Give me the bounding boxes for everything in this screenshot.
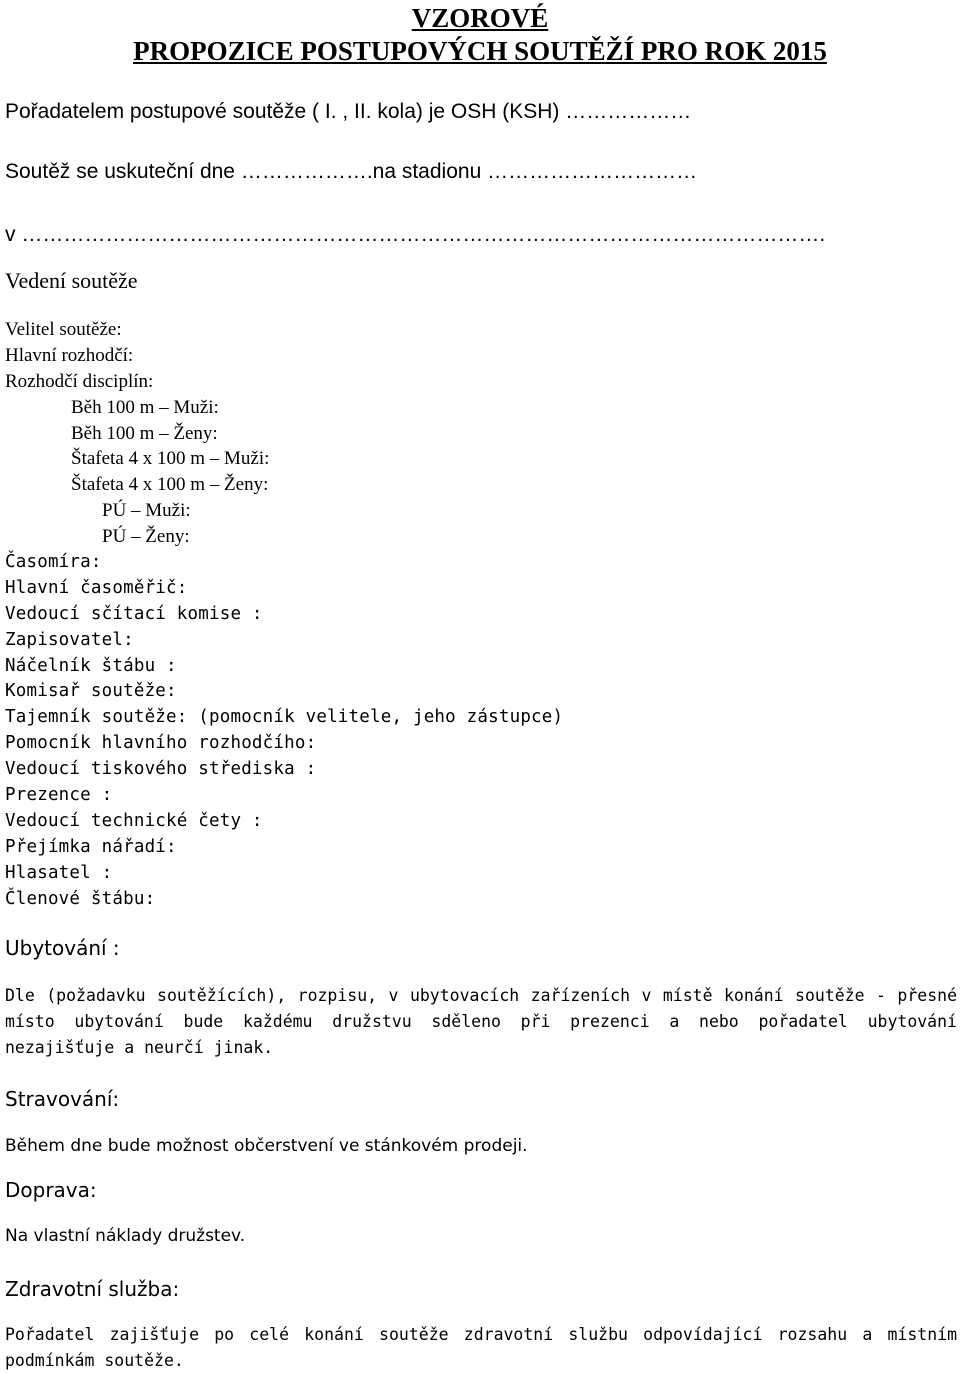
- place-line: v …………………………………………………………………………………………………….: [5, 223, 826, 246]
- role-item: PÚ – Muži:: [102, 500, 191, 522]
- role-item: Přejímka nářadí:: [5, 836, 177, 857]
- role-item: Náčelník štábu :: [5, 655, 177, 676]
- catering-text: Během dne bude možnost občerstvení ve stánkovém prodeji.: [5, 1136, 528, 1156]
- role-item: Vedoucí tiskového střediska :: [5, 759, 317, 780]
- document-title-line1: VZOROVÉ: [411, 3, 549, 33]
- role-item: PÚ – Ženy:: [102, 526, 190, 548]
- role-item: Časomíra:: [5, 552, 102, 573]
- organizer-line: Pořadatelem postupové soutěže ( I. , II. kola) je OSH (KSH) ………………: [5, 100, 692, 123]
- role-item: Zapisovatel:: [5, 629, 134, 650]
- management-roles-list: [5, 317, 563, 912]
- role-item: Štafeta 4 x 100 m – Ženy:: [71, 474, 269, 496]
- accommodation-text: Dle (požadavku soutěžících), rozpisu, v ubytovacích zařízeních v místě konání soutěže - přesné místo ubytování bude každému družstvu sděleno při prezenci a nebo pořadatel ubytování nezajišťuje a neurčí jinak.: [5, 986, 957, 1057]
- medical-heading: Zdravotní služba:: [5, 1277, 180, 1301]
- role-item: Velitel soutěže:: [5, 319, 122, 340]
- role-item: Štafeta 4 x 100 m – Muži:: [71, 448, 270, 470]
- role-item: Vedoucí sčítací komise :: [5, 603, 263, 624]
- role-item: Komisař soutěže:: [5, 681, 177, 702]
- transport-text: Na vlastní náklady družstev.: [5, 1226, 246, 1246]
- role-item: Běh 100 m – Ženy:: [71, 422, 218, 444]
- role-item: Tajemník soutěže: (pomocník velitele, jeho zástupce): [5, 707, 564, 728]
- role-item: Prezence :: [5, 785, 113, 806]
- accommodation-heading: Ubytování :: [5, 936, 120, 960]
- role-item: Vedoucí technické čety :: [5, 810, 263, 831]
- document-title-line2: PROPOZICE POSTUPOVÝCH SOUTĚŽÍ PRO ROK 2015: [133, 36, 827, 66]
- role-item: Hlavní rozhodčí:: [5, 344, 134, 366]
- medical-text: Pořadatel zajišťuje po celé konání soutěže zdravotní službu odpovídající rozsahu a místním podmínkám soutěže.: [5, 1325, 957, 1370]
- role-item: Členové štábu:: [5, 888, 156, 909]
- role-item: Hlasatel :: [5, 862, 113, 883]
- role-item: Rozhodčí disciplín:: [5, 370, 154, 392]
- role-item: Běh 100 m – Muži:: [71, 396, 219, 418]
- catering-heading: Stravování:: [5, 1087, 120, 1111]
- date-venue-line: Soutěž se uskuteční dne ……………….na stadionu …………………………: [5, 160, 698, 183]
- role-item: Hlavní časoměřič:: [5, 577, 188, 598]
- management-heading: Vedení soutěže: [5, 268, 138, 293]
- role-item: Pomocník hlavního rozhodčího:: [5, 733, 317, 754]
- transport-heading: Doprava:: [5, 1178, 97, 1202]
